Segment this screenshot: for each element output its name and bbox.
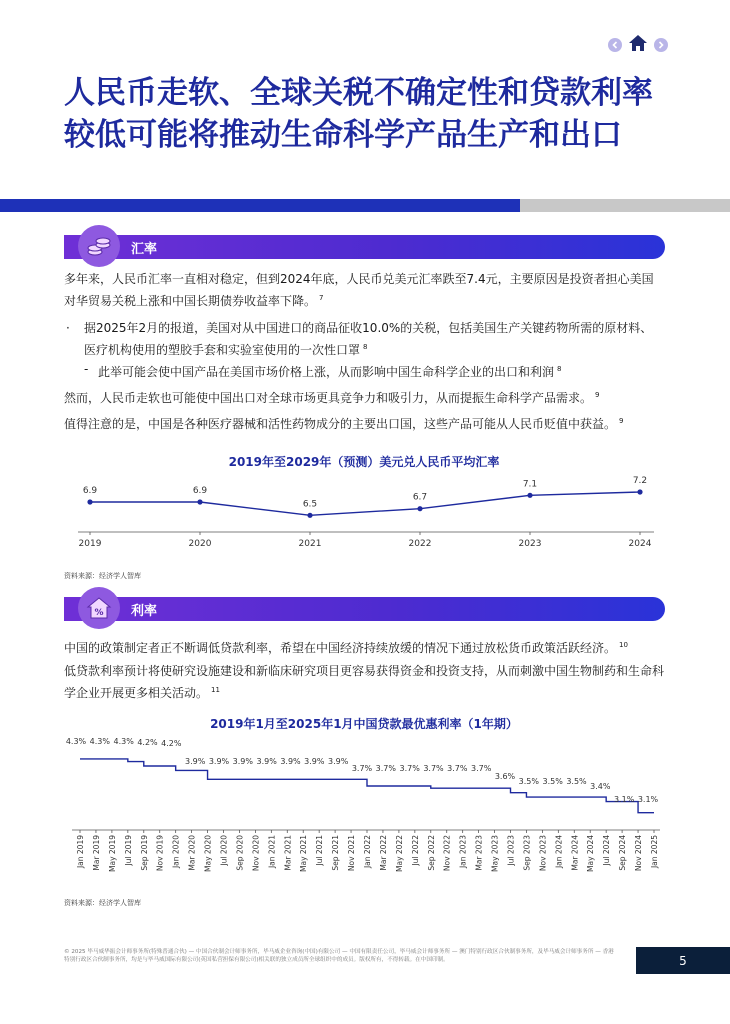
lpr-data-label: 3.6% xyxy=(494,772,516,781)
x-tick-label: Mar 2019 xyxy=(91,835,101,871)
x-tick-label: Mar 2021 xyxy=(283,835,293,871)
title-rule xyxy=(0,199,730,212)
x-tick-label: Jan 2024 xyxy=(554,835,564,869)
fx-data-label: 6.9 xyxy=(192,486,208,496)
fx-data-point xyxy=(637,489,642,494)
x-tick-label: 2023 xyxy=(518,539,542,549)
fx-section-banner xyxy=(64,235,665,259)
x-tick-label: Jul 2021 xyxy=(315,835,325,866)
x-tick-label: Nov 2023 xyxy=(538,835,548,872)
fx-section-label: 汇率 xyxy=(131,242,158,257)
lpr-data-label: 3.5% xyxy=(518,777,539,786)
x-tick-label: Sep 2019 xyxy=(139,835,149,871)
title-rule-accent xyxy=(0,199,520,212)
fx-data-label: 6.7 xyxy=(412,492,428,503)
lpr-data-label: 3.9% xyxy=(185,757,206,766)
x-tick-label: Jul 2023 xyxy=(506,835,516,866)
x-tick-label: 2020 xyxy=(188,539,212,549)
fx-chart-title: 2019年至2029年（预测）美元兑人民币平均汇率 xyxy=(228,455,500,469)
chevron-right-icon[interactable] xyxy=(654,38,668,52)
lpr-data-label: 3.7% xyxy=(447,764,468,773)
coins-icon xyxy=(78,225,120,267)
footer-legal-text: © 2025 毕马威华振会计师事务所(特殊普通合伙) — 中国合伙制会计师事务所，毕马威企业咨询(中国)有限公司 — 中国有限责任公司，毕马威会计师事务所 — 澳门特别行政区合伙制事务所，及毕马威会计师事务所 — 香港特别行政区合伙制事务所，均是与毕马威国际有限公司(英国私营担保有限公司)相关联的独立成员所全球组织中的成员。版权所有，不得转载。在中国印制。 xyxy=(64,949,614,963)
fx-data-label: 6.5 xyxy=(302,499,318,510)
x-tick-label: Jul 2024 xyxy=(602,835,612,866)
fx-data-point xyxy=(307,513,312,518)
svg-text:%: % xyxy=(94,608,104,618)
x-tick-label: May 2022 xyxy=(394,835,404,872)
lpr-data-label: 3.9% xyxy=(208,757,230,766)
rate-para-impact: 低贷款利率预计将使研究设施建设和新临床研究项目更容易获得资金和投资支持，从而刺激中国生物制药和生命科学企业开展更多相关活动。 $^{11}$ xyxy=(64,664,665,700)
x-tick-label: Jan 2025 xyxy=(650,835,659,869)
fx-para-weak-rmb: 然而，人民币走软也可能使中国出口对全球市场更具竞争力和吸引力，从而提振生命科学产品需求。 $^9$ xyxy=(64,391,600,405)
x-tick-label: Jan 2021 xyxy=(267,835,277,869)
fx-data-label: 6.9 xyxy=(82,486,98,496)
x-tick-label: May 2021 xyxy=(299,835,309,872)
chevron-left-icon[interactable] xyxy=(608,38,622,52)
x-tick-label: Jan 2020 xyxy=(171,835,181,869)
fx-data-label: 7.2 xyxy=(632,476,648,486)
home-icon[interactable] xyxy=(628,34,648,56)
rate-chart-title: 2019年1月至2025年1月中国贷款最优惠利率（1年期） xyxy=(210,717,518,731)
fx-para-exports: 值得注意的是，中国是各种医疗器械和活性药物成分的主要出口国，这些产品可能从人民币贬值中获益。 $^9$ xyxy=(64,417,624,431)
x-tick-label: Jan 2023 xyxy=(458,835,468,869)
rate-section-banner xyxy=(64,597,665,621)
lpr-data-label: 3.7% xyxy=(471,764,492,773)
x-tick-label: Jul 2020 xyxy=(219,835,229,866)
x-tick-label: Nov 2020 xyxy=(251,835,261,872)
lpr-data-label: 3.7% xyxy=(375,764,396,773)
lpr-data-label: 4.3% xyxy=(89,737,110,746)
x-tick-label: Nov 2019 xyxy=(155,835,165,872)
fx-intro: 多年来，人民币汇率一直相对稳定，但到2024年底，人民币兑美元汇率跌至7.4元，主要原因是投资者担心美国对华贸易关税上涨和中国长期债券收益率下降。 $^7$ xyxy=(64,272,654,308)
fx-data-point xyxy=(527,493,532,498)
page-number: 5 xyxy=(636,947,730,974)
lpr-data-label: 3.9% xyxy=(328,757,349,766)
x-tick-label: 2022 xyxy=(408,539,432,549)
house-percent-icon xyxy=(78,587,120,629)
lpr-rate-chart xyxy=(64,734,664,882)
x-tick-label: May 2020 xyxy=(203,835,213,872)
x-tick-label: Mar 2020 xyxy=(187,835,197,871)
x-tick-label: Sep 2020 xyxy=(235,835,245,871)
x-tick-label: Nov 2024 xyxy=(634,835,644,872)
fx-source: 资料来源：经济学人智库 xyxy=(64,572,141,580)
x-tick-label: May 2023 xyxy=(490,835,500,872)
lpr-data-label: 3.5% xyxy=(542,777,563,786)
x-tick-label: Jul 2019 xyxy=(123,835,133,866)
lpr-data-label: 3.1% xyxy=(637,795,659,804)
x-tick-label: Nov 2021 xyxy=(347,835,357,872)
lpr-data-label: 3.9% xyxy=(232,757,253,766)
x-tick-label: May 2024 xyxy=(586,835,596,872)
lpr-data-label: 3.7% xyxy=(423,764,444,773)
x-tick-label: Jan 2019 xyxy=(76,835,85,869)
lpr-data-label: 3.1% xyxy=(614,795,635,804)
lpr-data-label: 3.9% xyxy=(280,757,301,766)
lpr-data-label: 4.2% xyxy=(161,739,182,748)
fx-bullet-tariff: · 据2025年2月的报道，美国对从中国进口的商品征收10.0%的关税，包括美国生产关键药物所需的原材料、医疗机构使用的塑胶手套和实验室使用的一次性口罩 $^8$ xyxy=(66,321,653,357)
x-tick-label: 2019 xyxy=(78,539,102,549)
fx-data-point xyxy=(87,499,92,504)
lpr-data-label: 4.2% xyxy=(137,738,158,747)
fx-rate-chart xyxy=(64,472,664,552)
x-tick-label: Jan 2022 xyxy=(363,835,372,869)
fx-bullet-price: - 此举可能会使中国产品在美国市场价格上涨，从而影响中国生命科学企业的出口和利润 $^8$ xyxy=(84,362,562,379)
lpr-data-label: 3.9% xyxy=(256,757,277,766)
x-tick-label: Sep 2022 xyxy=(426,835,436,871)
x-tick-label: May 2019 xyxy=(107,835,117,872)
page-navigation xyxy=(608,34,668,56)
x-tick-label: Mar 2022 xyxy=(378,835,388,871)
x-tick-label: Sep 2021 xyxy=(331,835,341,871)
fx-series-line xyxy=(90,492,640,515)
x-tick-label: Mar 2024 xyxy=(570,835,580,871)
lpr-data-label: 3.5% xyxy=(566,777,587,786)
x-tick-label: Sep 2023 xyxy=(522,835,532,871)
x-tick-label: Jul 2022 xyxy=(410,835,420,866)
x-tick-label: Nov 2022 xyxy=(442,835,452,872)
rate-para-policy: 中国的政策制定者正不断调低贷款利率，希望在中国经济持续放缓的情况下通过放松货币政策活跃经济。 $^{10}$ xyxy=(64,641,628,655)
fx-data-point xyxy=(197,499,202,504)
rate-section-label: 利率 xyxy=(131,604,158,619)
page-title: 人民币走软、全球关税不确定性和贷款利率较低可能将推动生命科学产品生产和出口 xyxy=(64,75,653,153)
fx-data-label: 7.1 xyxy=(522,479,538,490)
rate-source: 资料来源：经济学人智库 xyxy=(64,899,141,907)
x-tick-label: Sep 2024 xyxy=(618,835,628,871)
x-tick-label: Mar 2023 xyxy=(474,835,484,871)
lpr-data-label: 3.4% xyxy=(590,782,611,791)
lpr-data-label: 4.3% xyxy=(65,737,87,746)
x-tick-label: 2024 xyxy=(628,539,652,549)
fx-data-point xyxy=(417,506,422,511)
lpr-data-label: 4.3% xyxy=(113,737,134,746)
lpr-data-label: 3.7% xyxy=(399,764,420,773)
lpr-data-label: 3.7% xyxy=(351,764,373,773)
lpr-data-label: 3.9% xyxy=(304,757,325,766)
x-tick-label: 2021 xyxy=(298,539,322,549)
